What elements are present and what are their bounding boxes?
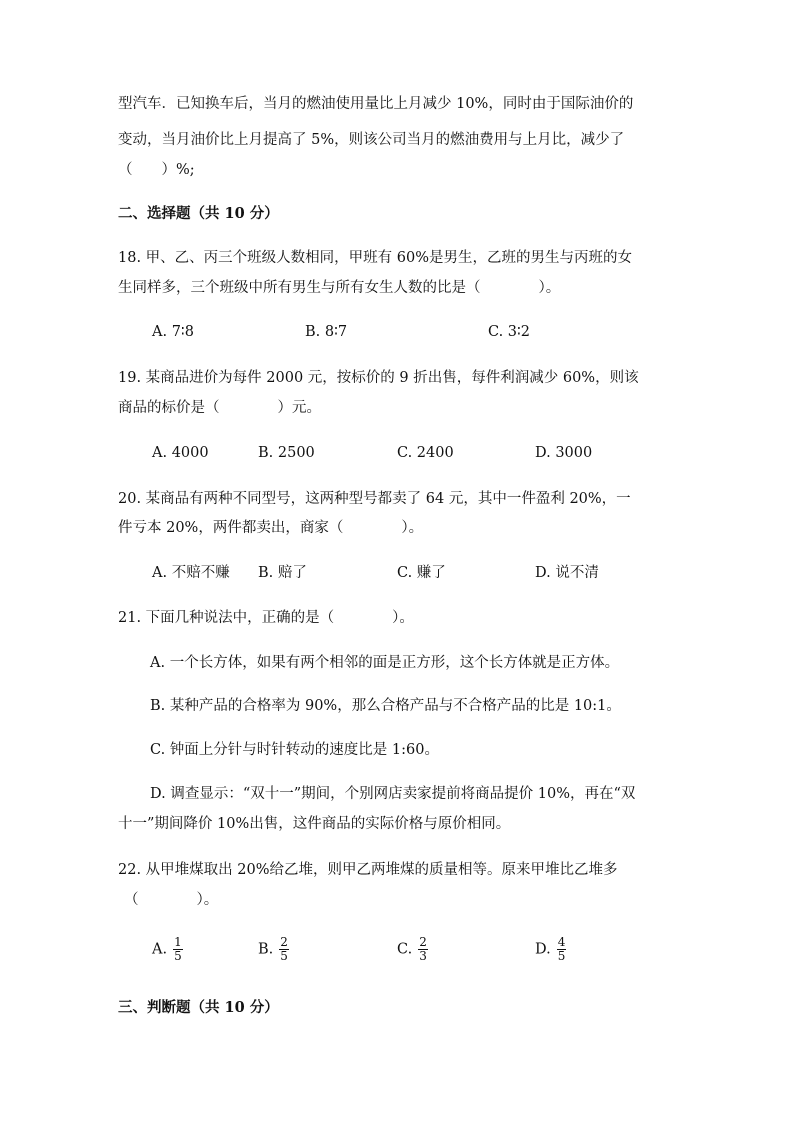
q22-option-c[interactable] [397,936,428,963]
q20-line-2: 件亏本 20%，两件都卖出，商家（ ）。 [118,520,424,536]
q19-option-a[interactable]: A. 4000 [152,445,209,461]
fraction [279,936,289,963]
option-label: A. [152,941,168,958]
numerator: 2 [280,935,288,949]
q22-line-2: （ ）。 [124,892,219,908]
intro-line-2: 变动，当月油价比上月提高了 5%，则该公司当月的燃油费用与上月比，减少了 [118,132,625,148]
numerator: 1 [174,935,182,949]
q19-line-2: 商品的标价是（ ）元。 [118,400,321,416]
numerator: 2 [419,935,427,949]
fraction [557,936,567,963]
numerator: 4 [557,935,566,949]
q21-option-d-line-1[interactable]: D. 调查显示：“双十一”期间，个别网店卖家提前将商品提价 10%，再在“双 [150,786,636,802]
q22-option-b[interactable] [258,936,289,963]
option-label: C. [397,941,413,958]
option-label: D. [535,941,551,958]
intro-line-3: （ ）%; [118,162,195,178]
q19-option-c[interactable]: C. 2400 [397,445,454,461]
q20-line-1: 20. 某商品有两种不同型号，这两种型号都卖了 64 元，其中一件盈利 20%，一 [118,491,631,507]
denominator: 3 [419,949,427,963]
q20-option-d[interactable]: D. 说不清 [535,565,599,581]
section3-heading: 三、判断题（共 10 分） [118,999,279,1016]
q19-option-d[interactable]: D. 3000 [535,445,593,461]
denominator: 5 [280,949,288,963]
q22-option-a[interactable] [152,936,183,963]
q20-option-c[interactable]: C. 赚了 [397,565,446,581]
q19-option-b[interactable]: B. 2500 [258,445,315,461]
fraction [418,936,428,963]
section2-heading: 二、选择题（共 10 分） [118,205,279,222]
q21-option-c[interactable]: C. 钟面上分针与时针转动的速度比是 1:60。 [150,742,439,758]
q18-line-2: 生同样多，三个班级中所有男生与所有女生人数的比是（ ）。 [118,280,561,296]
q18-option-c[interactable]: C. 3∶2 [488,324,531,340]
q21-option-a[interactable]: A. 一个长方体，如果有两个相邻的面是正方形，这个长方体就是正方体。 [150,655,620,671]
denominator: 5 [557,949,566,963]
q18-option-b[interactable]: B. 8∶7 [305,324,348,340]
option-label: B. [258,941,274,958]
q20-option-b[interactable]: B. 赔了 [258,565,307,581]
fraction [173,936,183,963]
q18-option-a[interactable]: A. 7∶8 [152,324,194,340]
q21-option-b[interactable]: B. 某种产品的合格率为 90%，那么合格产品与不合格产品的比是 10:1。 [150,698,621,714]
q18-line-1: 18. 甲、乙、丙三个班级人数相同，甲班有 60%是男生，乙班的男生与丙班的女 [118,250,633,266]
q22-line-1: 22. 从甲堆煤取出 20%给乙堆，则甲乙两堆煤的质量相等。原来甲堆比乙堆多 [118,862,618,878]
q19-line-1: 19. 某商品进价为每件 2000 元，按标价的 9 折出售，每件利润减少 60%，则该 [118,370,639,386]
q21-option-d-line-2: 十一”期间降价 10%出售，这件商品的实际价格与原价相同。 [118,816,511,832]
q22-option-d[interactable] [535,936,566,963]
denominator: 5 [174,949,182,963]
q21-line-1: 21. 下面几种说法中，正确的是（ ）。 [118,610,414,626]
q20-option-a[interactable]: A. 不赔不赚 [152,565,230,581]
intro-line-1: 型汽车．已知换车后，当月的燃油使用量比上月减少 10%，同时由于国际油价的 [118,96,634,112]
